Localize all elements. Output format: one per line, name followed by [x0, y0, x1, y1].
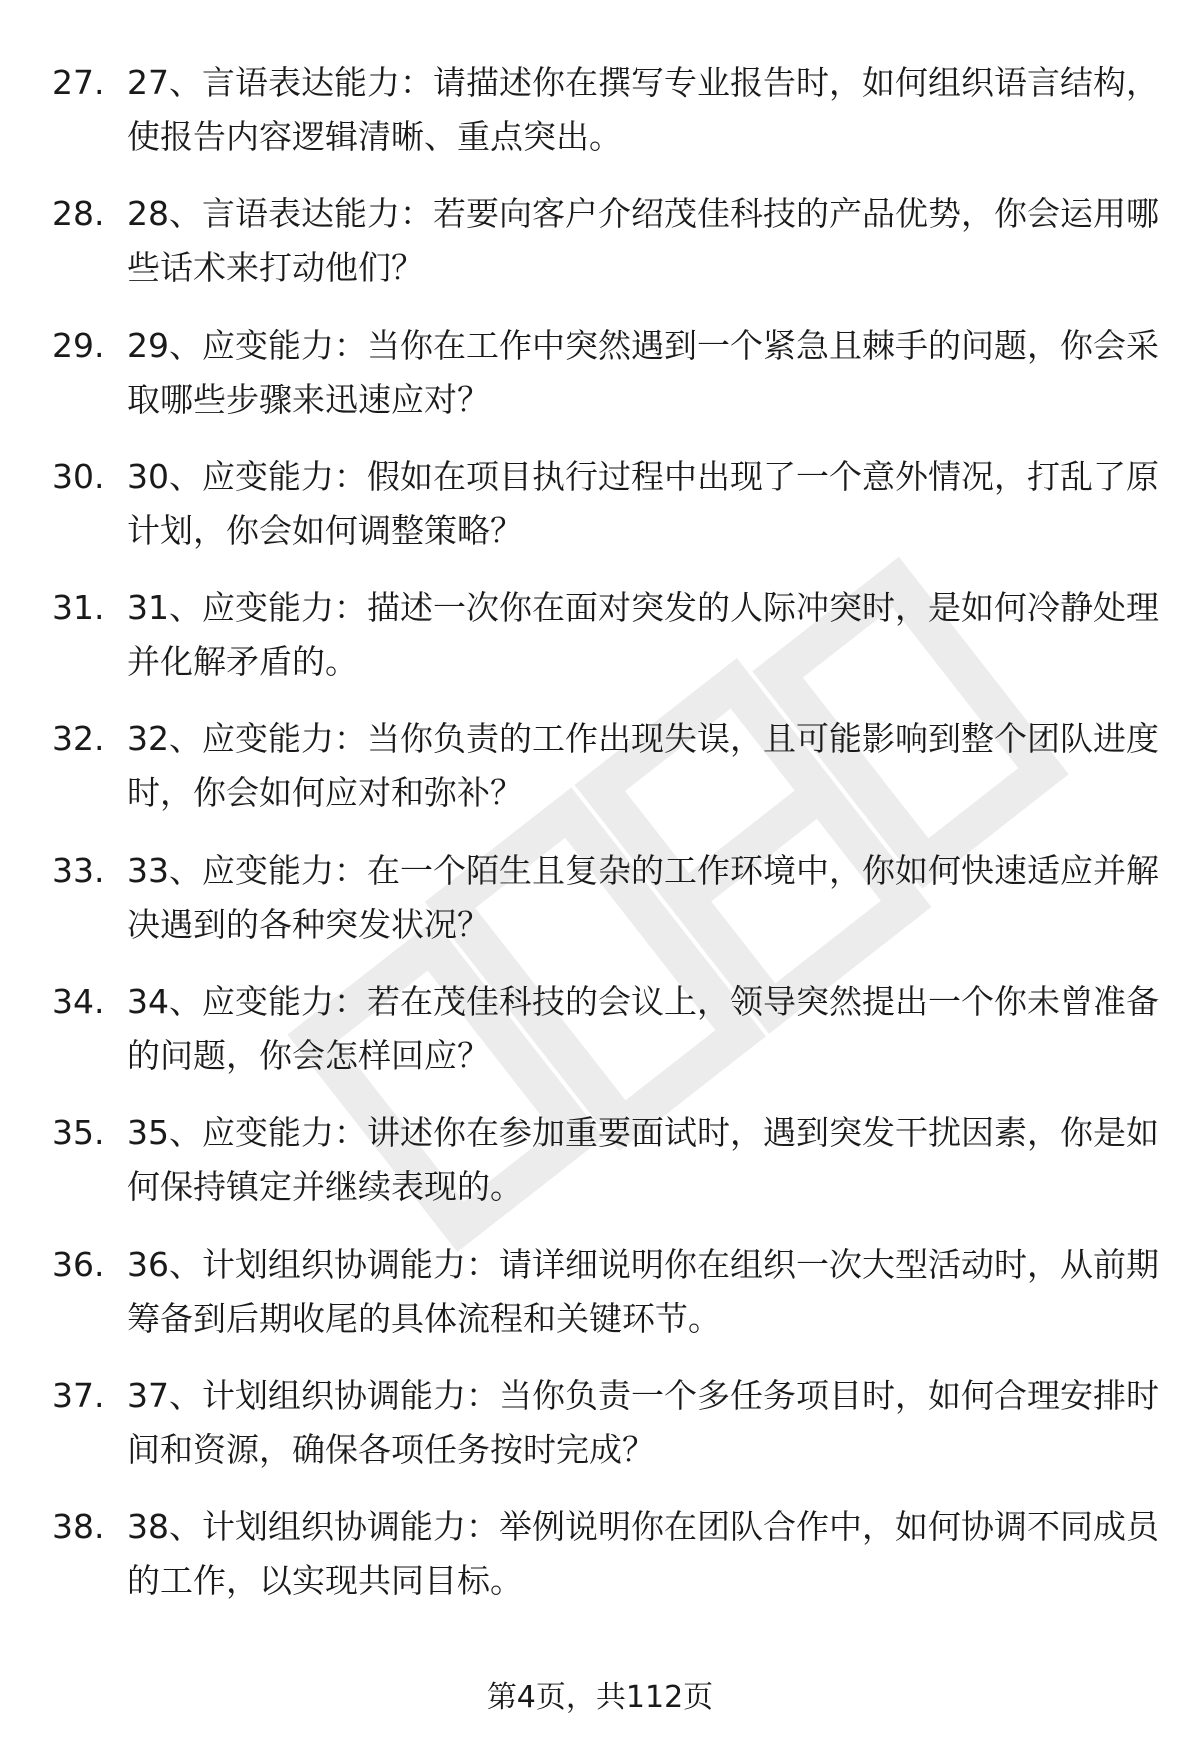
- question-text: 28、言语表达能力：若要向客户介绍茂佳科技的产品优势，你会运用哪些话术来打动他们？: [127, 194, 1159, 288]
- list-item: [52, 450, 1162, 581]
- page-footer: 第4页，共112页: [486, 1680, 714, 1715]
- question-text: 38、计划组织协调能力：举例说明你在团队合作中，如何协调不同成员的工作，以实现共同目标。: [127, 1507, 1159, 1601]
- question-text: 30、应变能力：假如在项目执行过程中出现了一个意外情况，打乱了原计划，你会如何调整策略？: [127, 456, 1159, 550]
- list-item: [52, 319, 1162, 450]
- question-text: 27、言语表达能力：请描述你在撰写专业报告时，如何组织语言结构，使报告内容逻辑清晰、重点突出。: [127, 63, 1159, 156]
- question-number: 30.: [52, 456, 105, 496]
- question-number: 38.: [52, 1507, 105, 1547]
- question-text: 33、应变能力：在一个陌生且复杂的工作环境中，你如何快速适应并解决遇到的各种突发状况？: [127, 850, 1159, 944]
- list-item: [52, 844, 1162, 975]
- question-text: 29、应变能力：当你在工作中突然遇到一个紧急且棘手的问题，你会采取哪些步骤来迅速应对？: [127, 325, 1159, 419]
- question-number: 36.: [52, 1244, 105, 1284]
- list-item: [52, 712, 1162, 843]
- question-number: 37.: [52, 1375, 105, 1415]
- question-number: 27.: [52, 63, 105, 102]
- list-item: [52, 187, 1162, 318]
- question-list: [52, 56, 1162, 1632]
- list-item: [52, 1500, 1162, 1631]
- question-number: 29.: [52, 325, 105, 365]
- question-text: 36、计划组织协调能力：请详细说明你在组织一次大型活动时，从前期筹备到后期收尾的具体流程和关键环节。: [127, 1244, 1159, 1338]
- list-item: [52, 1238, 1162, 1369]
- list-item: [52, 1106, 1162, 1237]
- question-number: 31.: [52, 588, 105, 628]
- list-item: [52, 581, 1162, 712]
- question-number: 35.: [52, 1113, 105, 1153]
- list-item: [52, 56, 1162, 187]
- question-text: 31、应变能力：描述一次你在面对突发的人际冲突时，是如何冷静处理并化解矛盾的。: [127, 588, 1159, 682]
- list-item: [52, 975, 1162, 1106]
- question-text: 34、应变能力：若在茂佳科技的会议上，领导突然提出一个你未曾准备的问题，你会怎样回应？: [127, 982, 1159, 1076]
- list-item: [52, 1369, 1162, 1500]
- question-text: 35、应变能力：讲述你在参加重要面试时，遇到突发干扰因素，你是如何保持镇定并继续表现的。: [127, 1113, 1159, 1207]
- question-number: 32.: [52, 719, 105, 759]
- question-number: 28.: [52, 194, 105, 234]
- question-text: 37、计划组织协调能力：当你负责一个多任务项目时，如何合理安排时间和资源，确保各项任务按时完成？: [127, 1375, 1159, 1469]
- question-number: 34.: [52, 982, 105, 1022]
- question-text: 32、应变能力：当你负责的工作出现失误，且可能影响到整个团队进度时，你会如何应对和弥补？: [127, 719, 1159, 813]
- question-number: 33.: [52, 850, 105, 890]
